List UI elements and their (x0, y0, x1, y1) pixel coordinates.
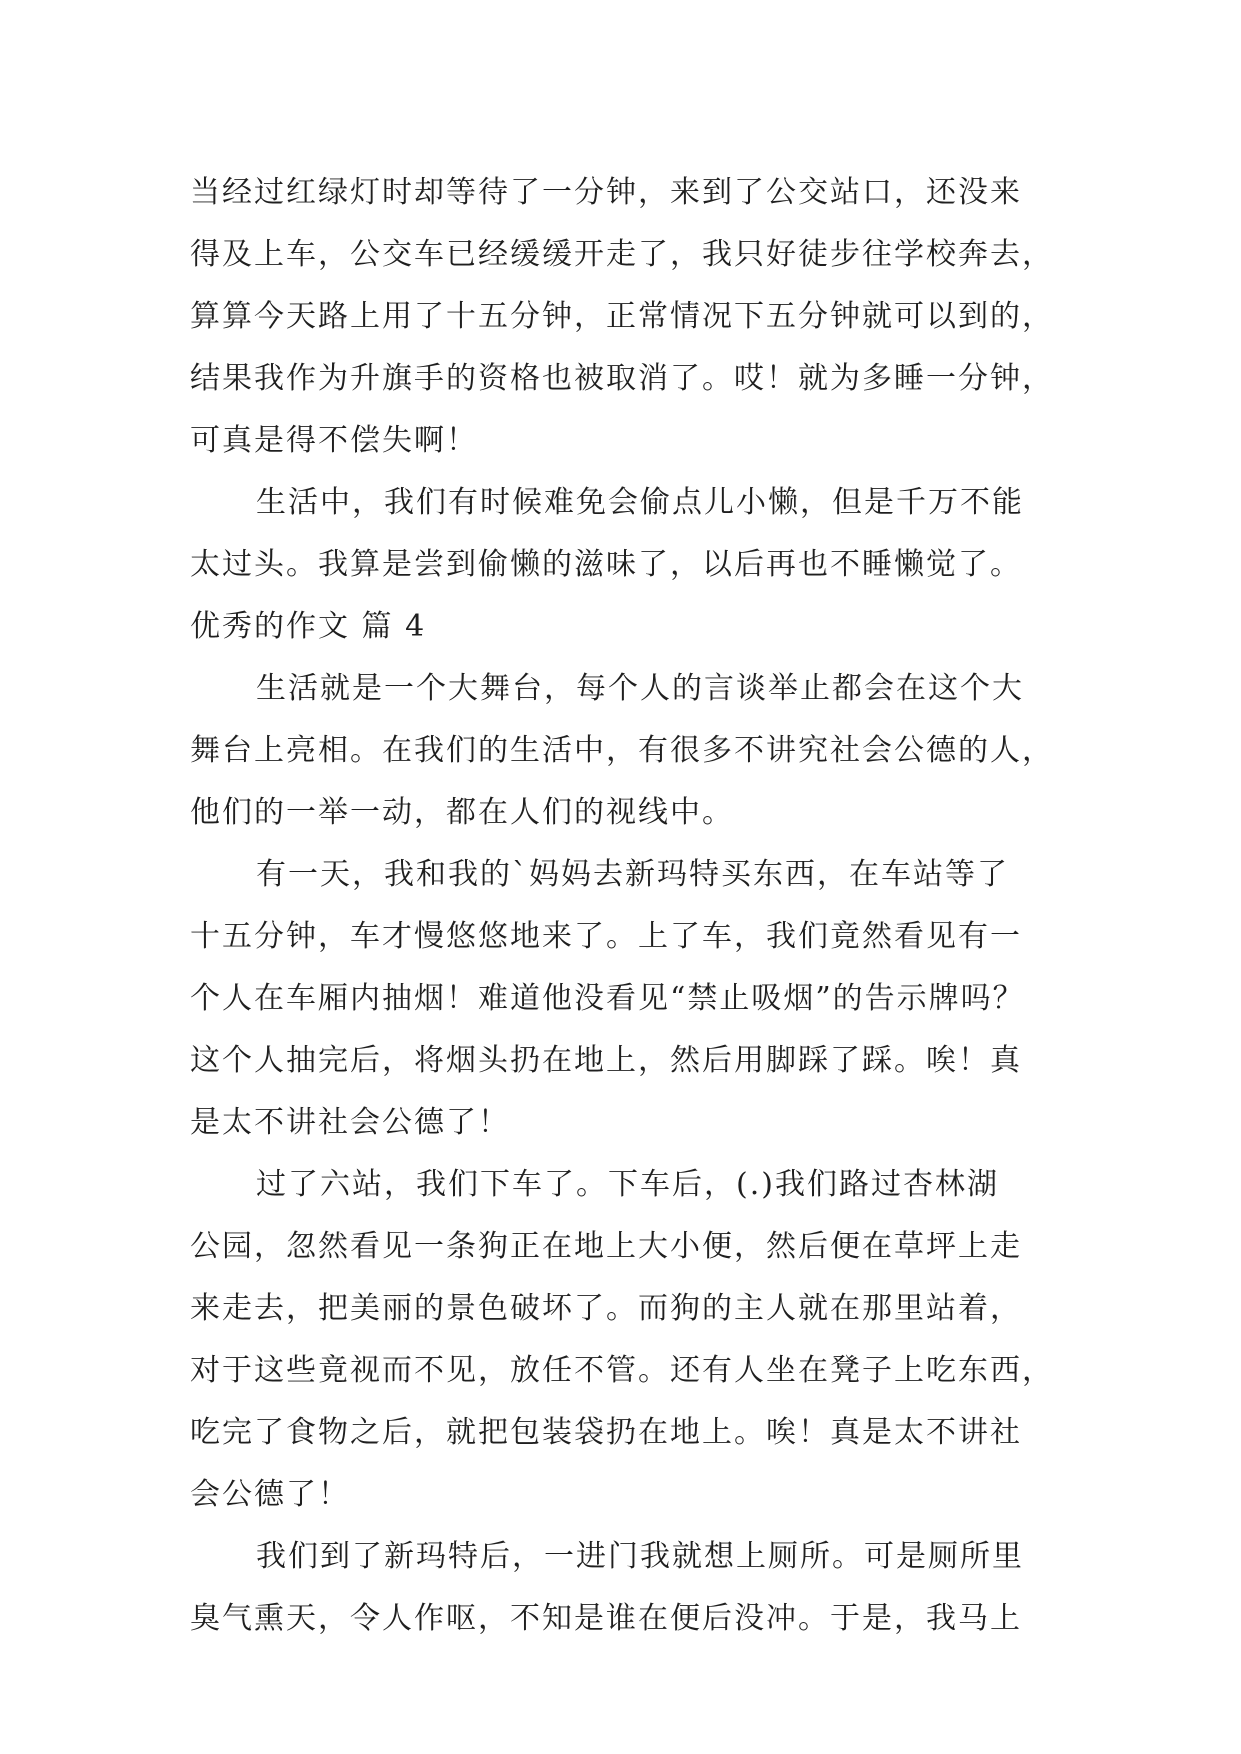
text-line: 公园，忽然看见一条狗正在地上大小便，然后便在草坪上走 (190, 1229, 1022, 1264)
text-line: 舞台上亮相。在我们的生活中，有很多不讲究社会公德的人， (190, 733, 1054, 768)
text-line: 他们的一举一动，都在人们的视线中。 (190, 795, 734, 830)
essay-text (190, 162, 1090, 1650)
text-line: 吃完了食物之后，就把包装袋扔在地上。唉！真是太不讲社 (190, 1415, 1022, 1450)
text-line: 臭气熏天，令人作呕，不知是谁在便后没冲。于是，我马上 (190, 1601, 1022, 1636)
text-line: 个人在车厢内抽烟！难道他没看见“禁止吸烟”的告示牌吗？ (190, 981, 1025, 1016)
text-line: 太过头。我算是尝到偷懒的滋味了，以后再也不睡懒觉了。 (190, 547, 1022, 582)
paragraph-first-line: 我们到了新玛特后，一进门我就想上厕所。可是厕所里 (256, 1539, 1024, 1574)
section-heading: 优秀的作文 篇 4 (190, 609, 427, 644)
text-line: 得及上车，公交车已经缓缓开走了，我只好徒步往学校奔去， (190, 237, 1054, 272)
text-line: 算算今天路上用了十五分钟，正常情况下五分钟就可以到的， (190, 299, 1054, 334)
paragraph-first-line: 生活中，我们有时候难免会偷点儿小懒，但是千万不能 (256, 485, 1024, 520)
paragraph-first-line: 生活就是一个大舞台，每个人的言谈举止都会在这个大 (256, 671, 1024, 706)
text-line: 当经过红绿灯时却等待了一分钟，来到了公交站口，还没来 (190, 175, 1022, 210)
text-line: 结果我作为升旗手的资格也被取消了。哎！就为多睡一分钟， (190, 361, 1054, 396)
text-line: 对于这些竟视而不见，放任不管。还有人坐在凳子上吃东西， (190, 1353, 1054, 1388)
text-line: 是太不讲社会公德了！ (190, 1105, 510, 1140)
paragraph-first-line: 有一天，我和我的`妈妈去新玛特买东西，在车站等了 (256, 857, 1009, 892)
text-line: 来走去，把美丽的景色破坏了。而狗的主人就在那里站着， (190, 1291, 1022, 1326)
text-line: 这个人抽完后，将烟头扔在地上，然后用脚踩了踩。唉！真 (190, 1043, 1022, 1078)
text-line: 十五分钟，车才慢悠悠地来了。上了车，我们竟然看见有一 (190, 919, 1022, 954)
text-line: 会公德了！ (190, 1477, 350, 1512)
text-line: 可真是得不偿失啊！ (190, 423, 478, 458)
paragraph-first-line: 过了六站，我们下车了。下车后，(.)我们路过杏林湖 (256, 1167, 999, 1202)
